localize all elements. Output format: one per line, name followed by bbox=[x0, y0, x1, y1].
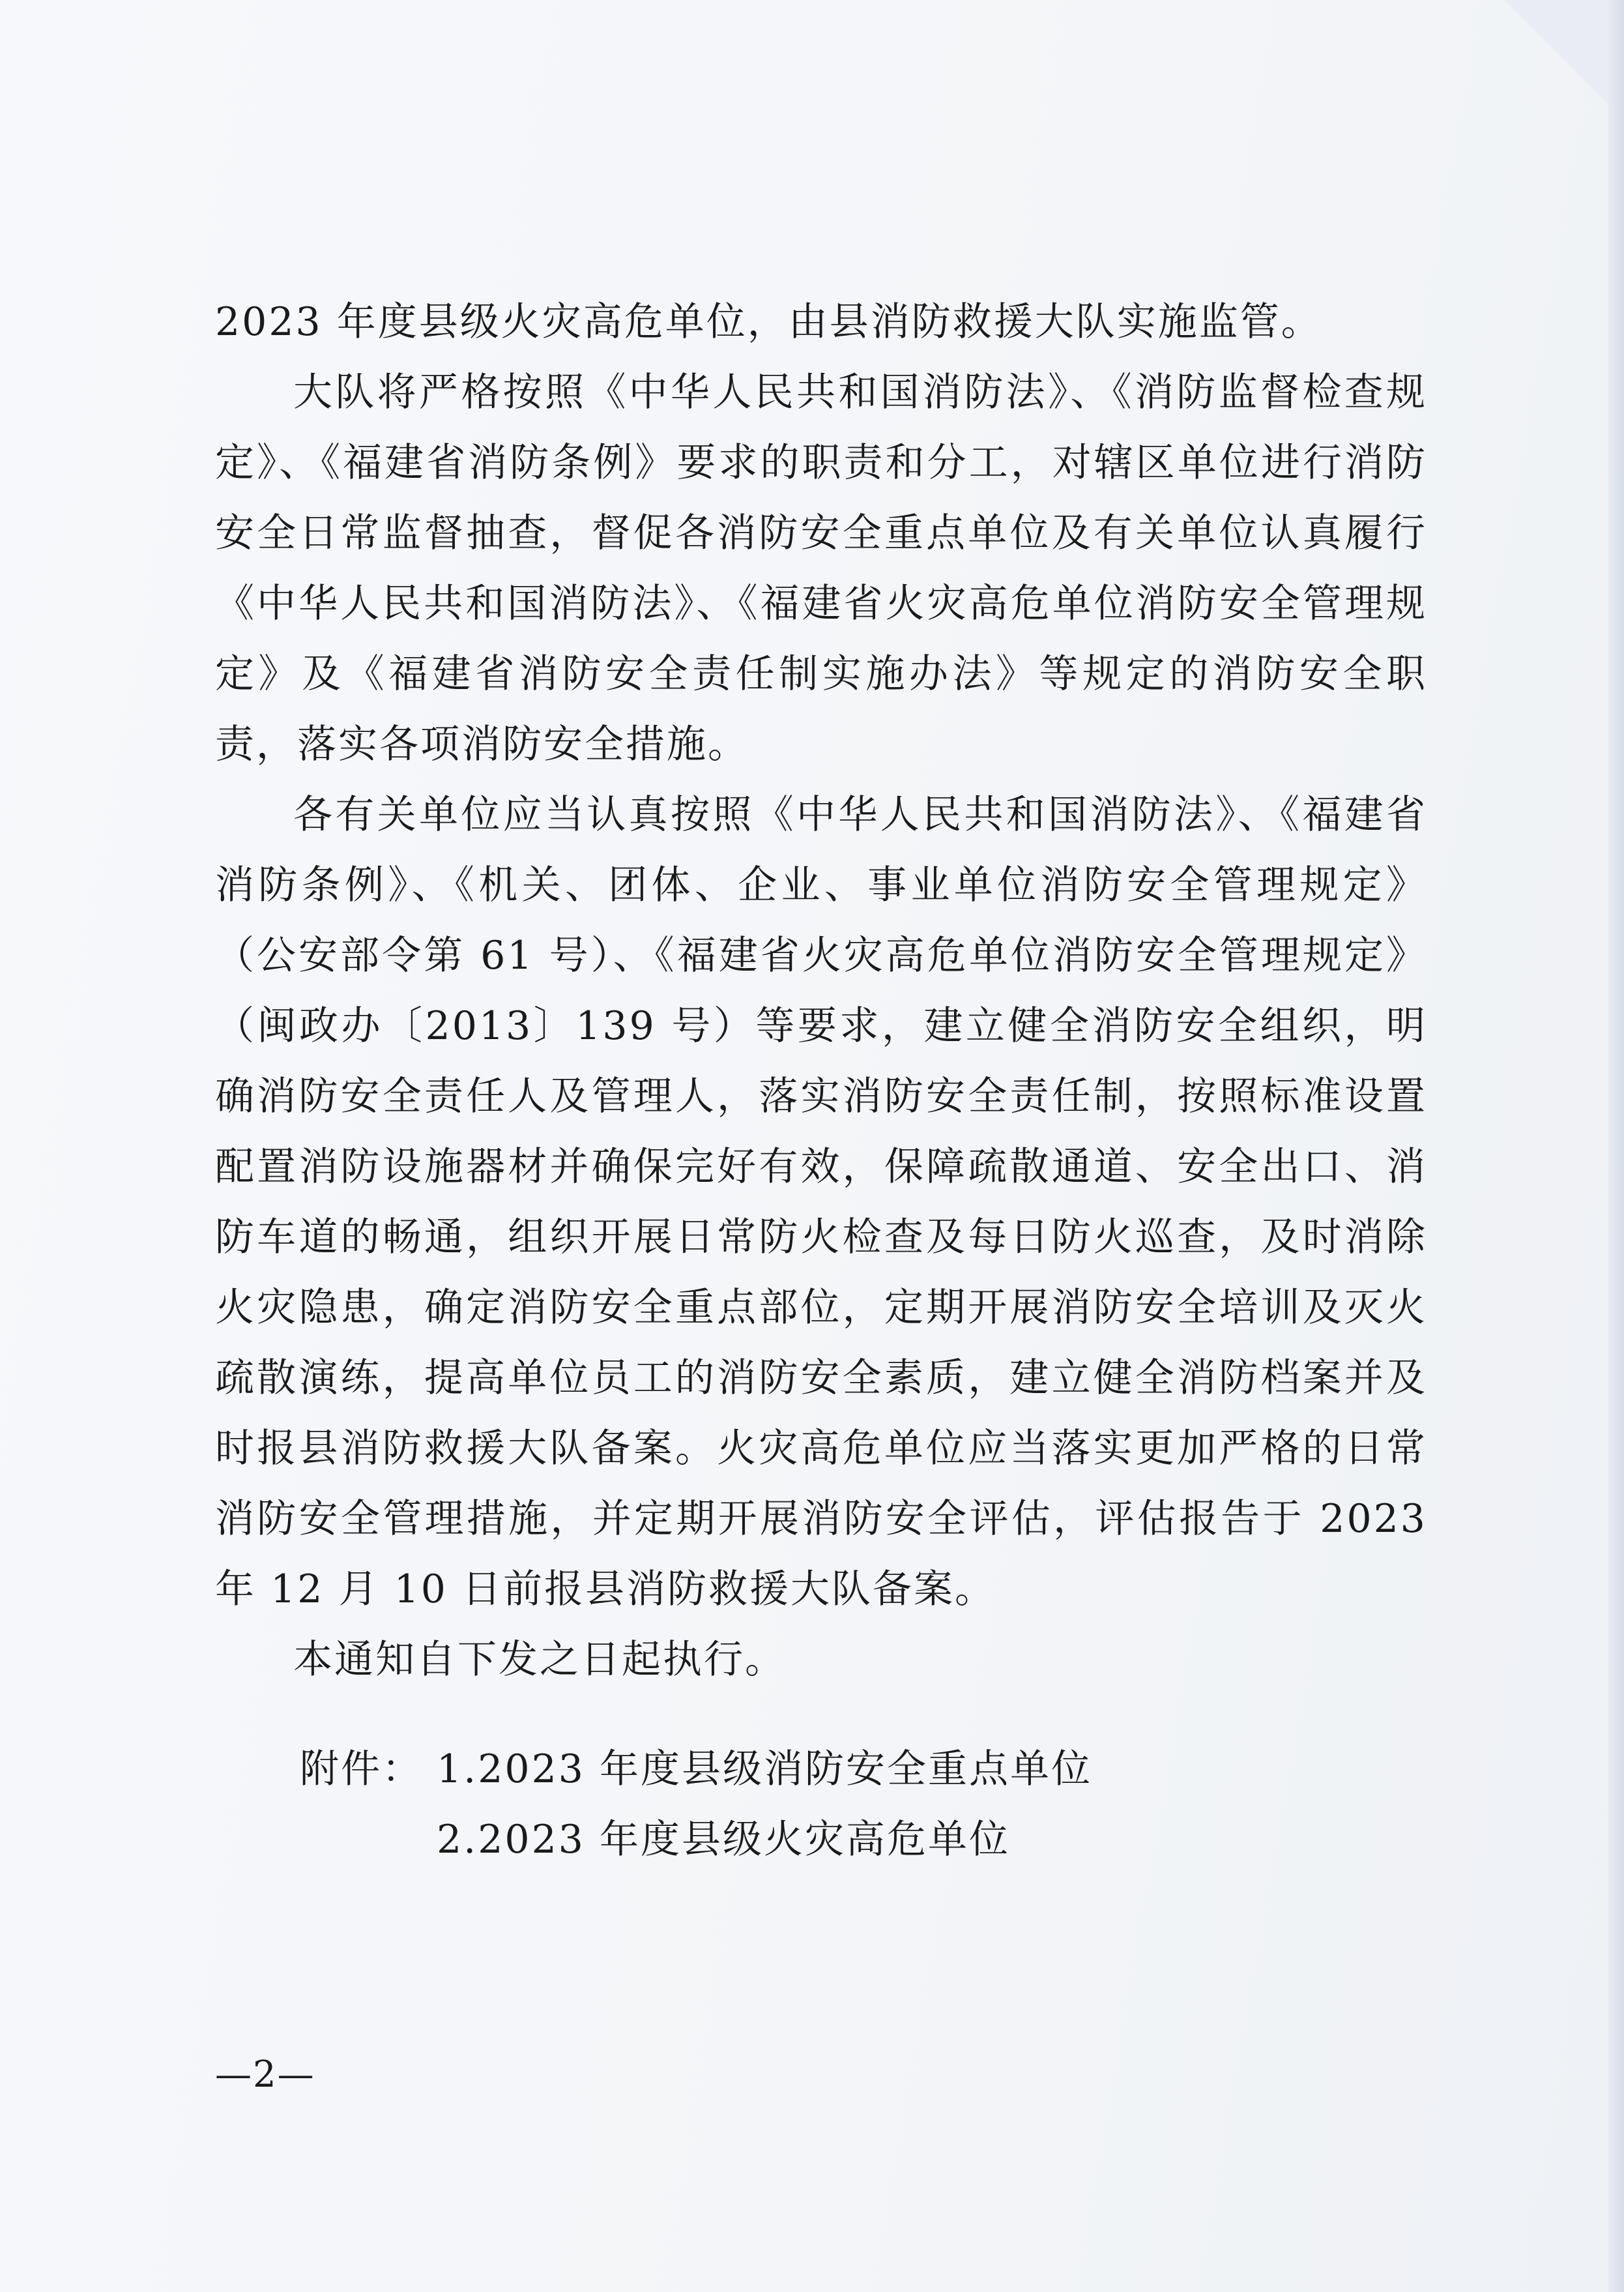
paragraph-effective-date: 本通知自下发之日起执行。 bbox=[293, 1637, 786, 1682]
page-number: —2— bbox=[215, 2053, 315, 2096]
page-edge-shadow bbox=[1608, 0, 1624, 2292]
page-fold-corner bbox=[1504, 0, 1608, 104]
attachments-section bbox=[215, 1734, 1427, 1875]
attachments-row bbox=[300, 1734, 1427, 1875]
attachment-item: 2.2023 年度县级火灾高危单位 bbox=[437, 1817, 1011, 1862]
attachments-list bbox=[437, 1734, 1092, 1875]
paragraph-unit-requirements: 各有关单位应当认真按照《中华人民共和国消防法》、《福建省消防条例》、《机关、团体、企业、事业单位消防安全管理规定》（公安部令第 61 号）、《福建省火灾高危单位消防安全管理规定》（闽政办〔2013〕139 号）等要求，建立健全消防安全组织，明确消防安全责任人及管理人，落实消防安全责任制，按照标准设置配置消防设施器材并确保完好有效，保障疏散通道、安全出口、消防车道的畅通，组织开展日常防火检查及每日防火巡查，及时消除火灾隐患，确定消防安全重点部位，定期开展消防安全培训及灭火疏散演练，提高单位员工的消防安全素质，建立健全消防档案并及时报县消防救援大队备案。火灾高危单位应当落实更加严格的日常消防安全管理措施，并定期开展消防安全评估，评估报告于 2023 年 12 月 10 日前报县消防救援大队备案。 bbox=[215, 792, 1427, 1612]
document-body bbox=[215, 287, 1427, 1875]
attachments-label: 附件： bbox=[300, 1746, 423, 1792]
paragraph-supervision-duties: 大队将严格按照《中华人民共和国消防法》、《消防监督检查规定》、《福建省消防条例》要求的职责和分工，对辖区单位进行消防安全日常监督抽查，督促各消防安全重点单位及有关单位认真履行《中华人民共和国消防法》、《福建省火灾高危单位消防安全管理规定》及《福建省消防安全责任制实施办法》等规定的消防安全职责，落实各项消防安全措施。 bbox=[215, 370, 1427, 767]
paragraph-continuation: 2023 年度县级火灾高危单位，由县消防救援大队实施监管。 bbox=[215, 299, 1322, 345]
attachment-item: 1.2023 年度县级消防安全重点单位 bbox=[437, 1746, 1093, 1792]
